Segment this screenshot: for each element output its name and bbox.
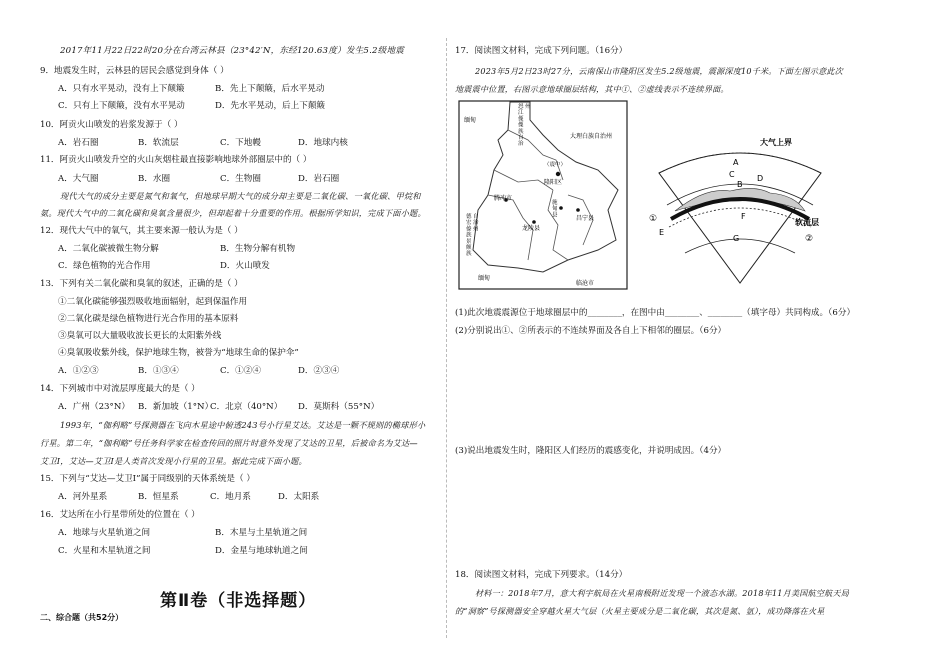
q12-c: C．绿色植物的光合作用 bbox=[58, 261, 151, 271]
q10-c: C．下地幔 bbox=[220, 138, 261, 148]
earth-layer-diagram bbox=[645, 135, 835, 285]
q12-a: A．二氧化碳被微生物分解 bbox=[58, 244, 159, 254]
label-C: C bbox=[729, 170, 735, 179]
vertical-char: 甸 bbox=[552, 206, 558, 213]
q12-stem: 12．现代大气中的氧气，其主要来源一般认为是（ ） bbox=[40, 226, 243, 236]
vertical-char: 傣 bbox=[466, 226, 472, 233]
q13-stem: 13．下列有关二氧化碳和臭氧的叙述，正确的是（ ） bbox=[40, 279, 243, 289]
intro-quake: 2017年11月22日22时20分在台湾云林县（23°42′N，东经120.63度）发生5.2级地震 bbox=[60, 46, 405, 56]
q16-stem: 16．艾达所在小行星带所处的位置在（ ） bbox=[40, 510, 200, 520]
q16-a: A．地球与火星轨道之间 bbox=[58, 528, 151, 538]
map-label-lincang: 临沧市 bbox=[576, 280, 595, 287]
vertical-char: 州 bbox=[525, 104, 531, 110]
q15-stem: 15．下列与“艾达—艾卫Ⅰ”属于同级别的天体系统是（ ） bbox=[40, 474, 255, 484]
column-divider bbox=[446, 38, 448, 638]
q9-d: D．先水平晃动，后上下颠簸 bbox=[215, 101, 326, 111]
vertical-char: 宏 bbox=[466, 220, 472, 227]
label-G: G bbox=[733, 234, 740, 243]
q16-c: C．火星和木星轨道之间 bbox=[58, 546, 151, 556]
q13-d: D．②③④ bbox=[298, 366, 340, 376]
vertical-char: 江 bbox=[518, 110, 524, 117]
vertical-char: 颇 bbox=[466, 245, 472, 251]
q10-b: B．软流层 bbox=[138, 138, 179, 148]
vertical-char: 县 bbox=[552, 212, 558, 219]
q16-d: D．金星与地球轨道之间 bbox=[215, 546, 308, 556]
q14-b: B．新加坡（1°N） bbox=[138, 402, 214, 412]
passage-ida-line3: 艾卫Ⅰ，艾达—艾卫Ⅰ是人类首次发现小行星的卫星。据此完成下面小题。 bbox=[40, 456, 307, 466]
label-atmosphere-top: 大气上界 bbox=[760, 138, 792, 147]
epicenter-map bbox=[458, 100, 628, 290]
q14-d: D．莫斯科（55°N） bbox=[298, 402, 380, 412]
section2-title: 第Ⅱ卷（非选择题） bbox=[160, 591, 317, 611]
passage-ida-line2: 行星。第二年，“伽利略”号任务科学家在检查传回的照片时意外发现了艾达的卫星，后被命名为艾达— bbox=[40, 438, 418, 448]
q9-c: C．只有上下颠簸，没有水平晃动 bbox=[58, 101, 185, 111]
label-F: F bbox=[741, 212, 746, 221]
q11-stem: 11．阿贡火山喷发升空的火山灰烟柱最直接影响地球外部圈层中的（ ） bbox=[40, 155, 312, 165]
map-label-changning: 昌宁县 bbox=[576, 215, 595, 222]
map-label-epicenter: （震中） bbox=[544, 162, 567, 168]
map-label-myanmar-bottom: 缅甸 bbox=[478, 275, 491, 282]
q14-a: A．广州（23°N） bbox=[58, 402, 130, 412]
passage-air-line2: 氨。现代大气中的二氧化碳和臭氧含量很少，但却起着十分重要的作用。根据所学知识，完成下面小题。 bbox=[40, 208, 426, 218]
q11-d: D．岩石圈 bbox=[298, 174, 340, 184]
vertical-char: 施 bbox=[552, 200, 558, 206]
q16-b: B．木星与土星轨道之间 bbox=[215, 528, 308, 538]
q11-b: B．水圈 bbox=[138, 174, 171, 184]
q17-part3: (3)说出地震发生时，隆阳区人们经历的震感变化，并说明成因。（4分） bbox=[455, 446, 727, 456]
q17-part1: (1)此次地震震源位于地球圈层中的________，在图中由________、________（填字母）共同构成。（6分） bbox=[455, 308, 856, 318]
q17-passage-line2: 地震震中位置，右图示意地球圈层结构，其中①、②虚线表示不连续界面。 bbox=[455, 84, 729, 94]
vertical-char: 治 bbox=[518, 141, 524, 148]
map-label-longyang: 隆阳区 bbox=[544, 179, 563, 186]
label-asthenosphere: 软流层 bbox=[795, 218, 819, 227]
q12-d: D．火山喷发 bbox=[220, 261, 270, 271]
q17-part2: (2)分别说出①、②所表示的不连续界面及各自上下相邻的圈层。（6分） bbox=[455, 326, 727, 336]
vertical-char: 自 bbox=[473, 214, 479, 220]
q18-heading: 18．阅读图文材料，完成下列要求。（14分） bbox=[455, 570, 628, 580]
q13-option2: ②二氧化碳是绿色植物进行光合作用的基本原料 bbox=[58, 314, 239, 324]
q10-d: D．地球内核 bbox=[298, 138, 348, 148]
vertical-char: 德 bbox=[466, 214, 472, 220]
marker-2: ② bbox=[805, 234, 814, 244]
section2-subtitle: 二、综合题（共52分） bbox=[40, 613, 124, 622]
q13-option1: ①二氧化碳能够强烈吸收地面辐射，起到保温作用 bbox=[58, 297, 248, 307]
q18-passage-line2: 的“洞察”号探测器安全穿越火星大气层（火星主要成分是二氧化碳，其次是氮、氩），成功降落在火星 bbox=[455, 606, 825, 616]
q10-stem: 10．阿贡火山喷发的岩浆发源于（ ） bbox=[40, 120, 183, 130]
longling-dot bbox=[532, 220, 536, 224]
vertical-char: 族 bbox=[466, 251, 472, 258]
q13-option3: ③臭氧可以大量吸收波长更长的太阳紫外线 bbox=[58, 331, 222, 341]
q11-a: A．大气圈 bbox=[58, 174, 99, 184]
q9-a: A．只有水平晃动，没有上下颠簸 bbox=[58, 84, 185, 94]
q15-a: A．河外星系 bbox=[58, 492, 108, 502]
vertical-char: 族 bbox=[518, 128, 524, 135]
vertical-char: 景 bbox=[466, 238, 472, 245]
vertical-char: 怒 bbox=[518, 104, 524, 110]
vertical-char: 僳 bbox=[518, 122, 524, 129]
q13-a: A．①②③ bbox=[58, 366, 99, 376]
q17-heading: 17．阅读图文材料，完成下列问题。（16分） bbox=[455, 46, 628, 56]
q13-b: B．①③④ bbox=[138, 366, 179, 376]
map-label-dali: 大理白族自治州 bbox=[570, 133, 613, 140]
q14-stem: 14．下列城市中对流层厚度最大的是（ ） bbox=[40, 384, 200, 394]
q17-passage-line1: 2023年5月2日23时27分，云南保山市隆阳区发生5.2级地震，震源深度10千米。下面左图示意此次 bbox=[475, 66, 843, 76]
map-label-myanmar-top: 缅甸 bbox=[464, 117, 477, 124]
label-D: D bbox=[757, 174, 764, 183]
label-A: A bbox=[733, 158, 739, 167]
vertical-char: 治 bbox=[473, 220, 479, 227]
q12-b: B．生物分解有机物 bbox=[220, 244, 296, 254]
q10-a: A．岩石圈 bbox=[58, 138, 99, 148]
q13-option4: ④臭氧吸收紫外线，保护地球生物，被誉为“地球生命的保护伞” bbox=[58, 348, 299, 358]
label-E: E bbox=[659, 228, 665, 237]
map-label-longling: 龙陵县 bbox=[522, 225, 541, 232]
q15-b: B．恒星系 bbox=[138, 492, 179, 502]
map-label-shidian bbox=[552, 198, 558, 218]
vertical-char: 族 bbox=[466, 232, 472, 239]
q9-stem: 9．地震发生时，云林县的居民会感觉到身体（ ） bbox=[40, 66, 229, 76]
marker-1: ① bbox=[649, 214, 658, 224]
q15-d: D．太阳系 bbox=[278, 492, 320, 502]
vertical-char: 州 bbox=[473, 226, 479, 233]
passage-air-line1: 现代大气的成分主要是氮气和氧气，但地球早期大气的成分却主要是二氧化碳、一氧化碳、甲烷和 bbox=[60, 191, 421, 201]
q13-c: C．①②④ bbox=[220, 366, 261, 376]
vertical-char: 自 bbox=[518, 135, 524, 141]
q9-b: B．先上下颠簸，后水平晃动 bbox=[215, 84, 325, 94]
q11-c: C．生物圈 bbox=[220, 174, 261, 184]
q14-c: C．北京（40°N） bbox=[210, 402, 283, 412]
shidian-dot bbox=[559, 206, 563, 210]
q18-passage-line1: 材料一：2018年7月，意大利宇航局在火星南极附近发现一个液态水湖。2018年11月美国航空航天局 bbox=[475, 588, 850, 598]
label-B: B bbox=[737, 180, 743, 189]
q15-c: C．地月系 bbox=[210, 492, 251, 502]
passage-ida-line1: 1993年，“伽利略”号探测器在飞向木星途中俯透243号小行星艾达。艾达是一颗不规则的椭球形小 bbox=[60, 420, 426, 430]
vertical-char: 傈 bbox=[518, 116, 524, 123]
changning-dot bbox=[576, 208, 580, 212]
epicenter-dot bbox=[556, 172, 560, 176]
map-label-tengchong: 腾冲市 bbox=[494, 195, 513, 202]
